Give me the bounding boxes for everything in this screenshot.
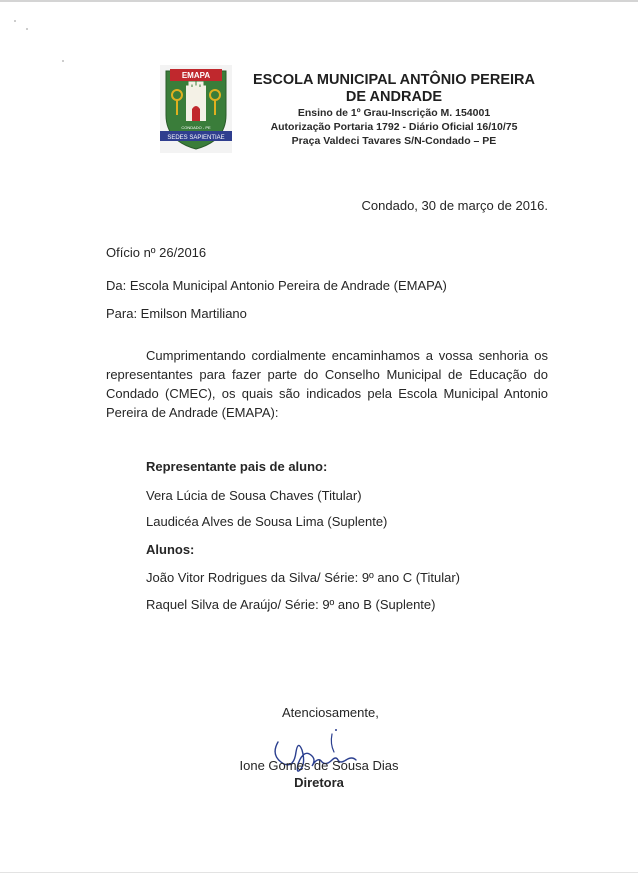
- signer-role: Diretora: [294, 775, 344, 790]
- letterhead: [244, 72, 544, 148]
- letter-body: Cumprimentando cordialmente encaminhamos a vossa senhoria os representantes para fazer parte do Conselho Municipal de Educação do Condado (CMEC), os quais são indicados pela Escola Municipal Antonio Pereira de Andrade (EMAPA):: [106, 348, 548, 420]
- letterhead-line-1: Ensino de 1º Grau-Inscrição M. 154001: [297, 107, 491, 119]
- crest-banner-text: EMAPA: [181, 71, 211, 80]
- school-crest-logo: [160, 65, 232, 153]
- student-item: Raquel Silva de Araújo/ Série: 9º ano B (Suplente): [146, 597, 436, 612]
- from-line: Da: Escola Municipal Antonio Pereira de Andrade (EMAPA): [106, 278, 447, 293]
- student-item: João Vitor Rodrigues da Silva/ Série: 9º ano C (Titular): [146, 570, 461, 585]
- parent-item: Vera Lúcia de Sousa Chaves (Titular): [146, 488, 362, 503]
- crest-motto-text: CONDADO - PE: [181, 125, 211, 130]
- closing-line: Atenciosamente,: [282, 705, 379, 720]
- parent-item: Laudicéa Alves de Sousa Lima (Suplente): [146, 514, 388, 529]
- parents-heading: Representante pais de aluno:: [146, 459, 328, 474]
- scan-edge-bottom: [0, 872, 638, 873]
- letterhead-line-3: Praça Valdeci Tavares S/N-Condado – PE: [291, 135, 497, 147]
- crest-band-text: SEDES SAPIENTIAE: [167, 135, 225, 141]
- date-line: Condado, 30 de março de 2016.: [361, 198, 548, 213]
- school-name: ESCOLA MUNICIPAL ANTÔNIO PEREIRA DE ANDRADE: [253, 72, 535, 105]
- scan-speck: [62, 60, 64, 62]
- students-heading: Alunos:: [146, 542, 195, 557]
- scan-edge-top: [0, 0, 638, 2]
- to-line: Para: Emilson Martiliano: [106, 306, 247, 321]
- scan-speck: [26, 28, 28, 30]
- oficio-number: Ofício nº 26/2016: [106, 245, 207, 260]
- signer-name: Ione Gomes de Sousa Dias: [239, 758, 399, 773]
- scan-speck: [14, 20, 16, 22]
- letterhead-line-2: Autorização Portaria 1792 - Diário Oficial 16/10/75: [270, 121, 518, 133]
